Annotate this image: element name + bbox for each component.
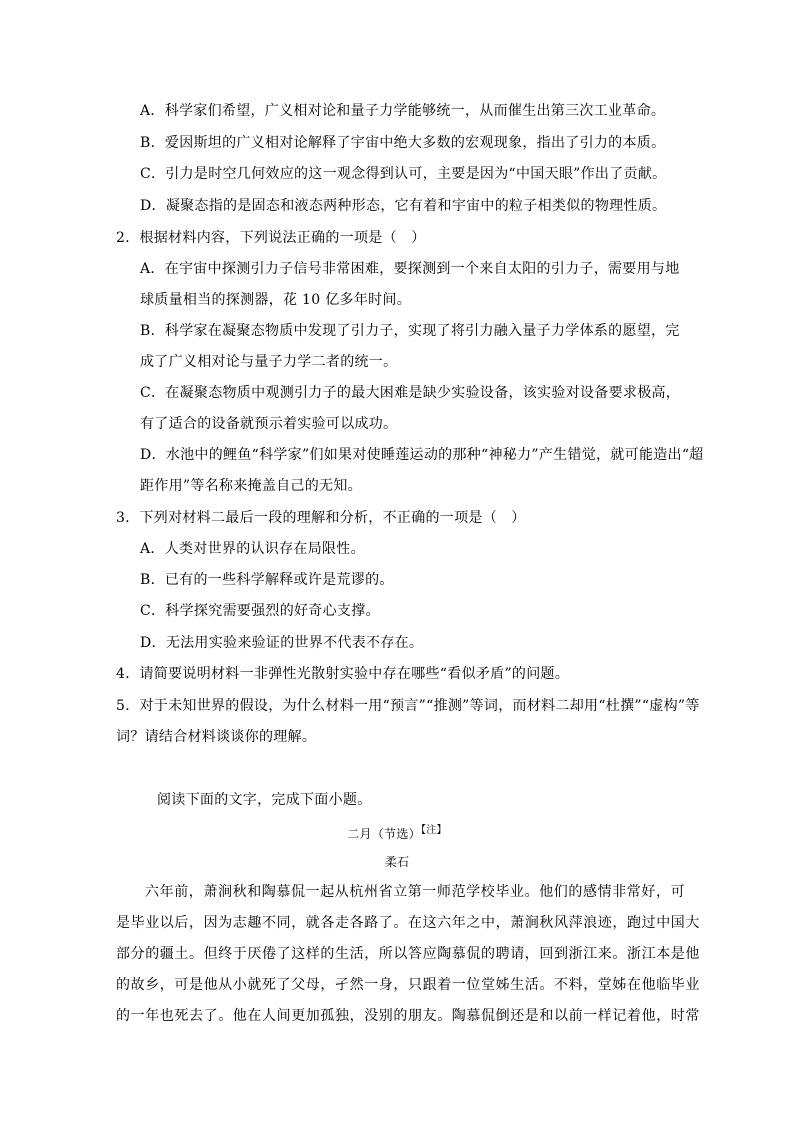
question-3-option-d: D．无法用实验来验证的世界不代表不存在。 [140,635,424,651]
question-2-option-a: A．在宇宙中探测引力子信号非常困难，要探测到一个来自太阳的引力子，需要用与地 [140,261,680,277]
question-2-option-d: D．水池中的鲤鱼“科学家”们如果对使睡莲运动的那种“神秘力”产生错觉，就可能造出“超 [140,447,704,463]
question-3-option-a: A．人类对世界的认识存在局限性。 [140,541,365,557]
prev-option-d: D．凝聚态指的是固态和液态两种形态，它有着和宇宙中的粒子相类似的物理性质。 [140,198,667,214]
prev-option-c: C．引力是时空几何效应的这一观念得到认可，主要是因为“中国天眼”作出了贡献。 [140,166,667,182]
passage-line: 的故乡，可是他从小就死了父母，孑然一身，只跟着一位堂姊生活。不料，堂姊在他临毕业 [116,977,700,993]
passage-author: 柔石 [384,855,410,869]
question-2-stem: 2．根据材料内容，下列说法正确的一项是（ ） [116,230,426,246]
prev-option-b: B．爱因斯坦的广义相对论解释了宇宙中绝大多数的宏观现象，指出了引力的本质。 [140,135,666,151]
prev-option-a: A．科学家们希望，广义相对论和量子力学能够统一，从而催生出第三次工业革命。 [140,103,666,119]
question-2-option-b: B．科学家在凝聚态物质中发现了引力子，实现了将引力融入量子力学体系的愿望，完 [140,323,680,339]
reading-instruction: 阅读下面的文字，完成下面小题。 [157,792,372,808]
question-3-option-c: C．科学探究需要强烈的好奇心支撑。 [140,603,380,619]
passage-line: 的一年也死去了。他在人间更加孤独，没别的朋友。陶慕侃倒还是和以前一样记着他，时常 [116,1008,700,1024]
note-marker: 【注】 [420,825,447,836]
question-2-option-b-cont: 成了广义相对论与量子力学二者的统一。 [140,354,398,370]
question-4: 4．请简要说明材料一非弹性光散射实验中存在哪些“看似矛盾”的问题。 [116,666,570,682]
question-2-option-c: C．在凝聚态物质中观测引力子的最大困难是缺少实验设备，该实验对设备要求极高， [140,385,681,401]
passage-line: 六年前，萧涧秋和陶慕侃一起从杭州省立第一师范学校毕业。他们的感情非常好，可 [145,884,686,900]
passage-line: 是毕业以后，因为志趣不同，就各走各路了。在这六年之中，萧涧秋风萍浪迹，跑过中国大 [116,915,700,931]
question-5-cont: 词？请结合材料谈谈你的理解。 [116,729,317,745]
question-2-option-d-cont: 距作用”等名称来掩盖自己的无知。 [140,478,362,494]
question-2-option-c-cont: 有了适合的设备就预示着实验可以成功。 [140,416,398,432]
question-2-option-a-cont: 球质量相当的探测器，花 10 亿多年时间。 [140,292,412,308]
passage-title [0,821,794,844]
question-5: 5．对于未知世界的假设，为什么材料一用“预言”“推测”等词，而材料二却用“杜撰”“虚构”等 [116,698,700,714]
question-3-stem: 3．下列对材料二最后一段的理解和分析，不正确的一项是（ ） [116,510,526,526]
question-3-option-b: B．已有的一些科学解释或许是荒谬的。 [140,572,394,588]
passage-line: 部分的疆土。但终于厌倦了这样的生活，所以答应陶慕侃的聘请，回到浙江来。浙江本是他 [116,946,700,962]
passage-title-text: 二月（节选） [347,827,421,841]
